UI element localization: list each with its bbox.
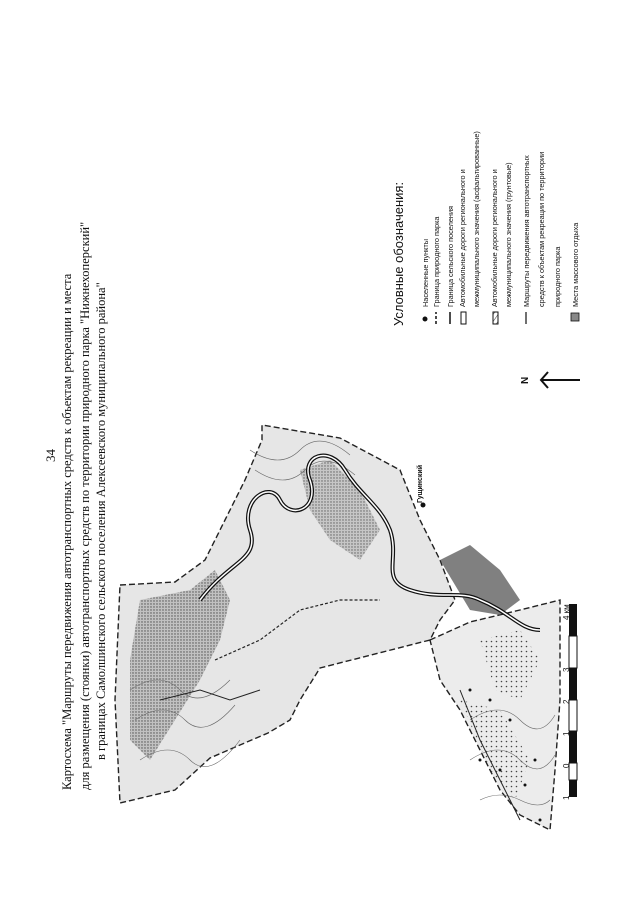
legend-item-routes-2: средств к объектам рекреации по территории [537, 151, 546, 307]
settlement-label: Гущинский [417, 464, 424, 503]
north-label: N [520, 376, 531, 384]
legend-item-routes-3: природного парка [553, 246, 562, 307]
settlement-dot [421, 503, 426, 508]
page-number: 34 [43, 449, 58, 462]
scale-label: 1 [562, 795, 571, 800]
legend-item-routes-1: Маршруты передвижения автотранспортных [522, 155, 531, 307]
scale-label: 3 [562, 667, 571, 672]
scale-label: 0 [562, 763, 571, 768]
legend-item-settlement-boundary: Граница сельского поселения [446, 206, 455, 307]
north-arrow-icon [541, 372, 580, 388]
legend-item-dirt-roads-1: Автомобильные дороги регионального и [490, 169, 499, 307]
legend-item-paved-roads-1: Автомобильные дороги регионального и [458, 169, 467, 307]
legend-symbols [423, 312, 579, 324]
legend-item-paved-roads-2: межмуниципального значения (асфальтированные) [472, 131, 481, 307]
legend-title: Условные обозначения: [391, 181, 406, 326]
map-title-line-2: для размещения (стоянки) автотранспортных средств по территории природного парка "Нижнехоперский" [78, 221, 92, 790]
legend-item-recreation-areas: Места массового отдыха [571, 222, 580, 307]
scale-label: 4 км [562, 604, 571, 620]
legend-item-park-boundary: Граница природного парка [432, 216, 441, 307]
map-title-line-3: в границах Самолшинского сельского поселения Алексеевского муниципального района" [94, 282, 108, 760]
legend-item-settlements: Населенные пункты [421, 239, 430, 307]
legend-item-dirt-roads-2: межмуниципального значения (грунтовые) [504, 162, 513, 307]
scale-label: 2 [562, 699, 571, 704]
scale-label: 1 [562, 731, 571, 736]
map-title-line-1: Картосхема "Маршруты передвижения автотранспортных средств к объектам рекреации и места [60, 273, 74, 790]
